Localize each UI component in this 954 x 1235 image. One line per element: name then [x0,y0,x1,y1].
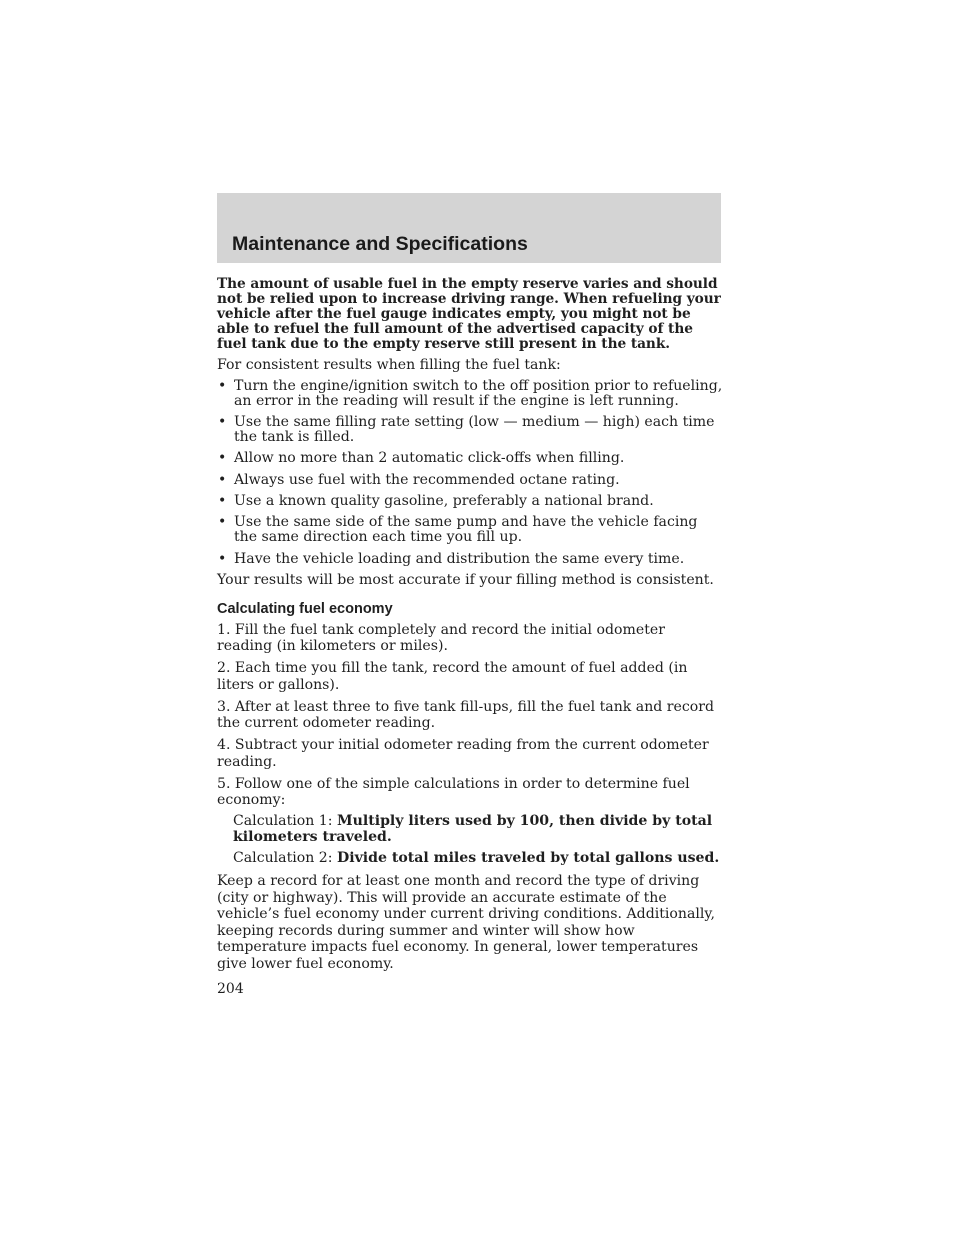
page-body [217,277,723,972]
filling-tips-list [217,379,723,567]
step-item: 2. Each time you fill the tank, record the amount of fuel added (in liters or gallons). [217,660,688,693]
fuel-reserve-warning: The amount of usable fuel in the empty reserve varies and should not be relied upon to increase driving range. When refueling your vehicle after the fuel gauge indicates empty, you might not be able to refuel the full amount of the advertised capacity of the fuel tank due to the empty reserve still present in the tank. [217,276,721,353]
bullet-icon: • [218,450,227,467]
section-title: Maintenance and Specifications [232,233,528,255]
bullet-icon: • [218,514,227,531]
list-item: • Use a known quality gasoline, preferably a national brand. [218,492,654,509]
list-item: • Use the same filling rate setting (low — medium — high) each time the tank is filled. [218,414,715,446]
calculating-fuel-economy-heading: Calculating fuel economy [217,600,393,617]
list-item: • Have the vehicle loading and distribution the same every time. [218,550,685,567]
calculation-formula: Multiply liters used by 100, then divide by total kilometers traveled. [233,813,713,845]
step-item: 1. Fill the fuel tank completely and record the initial odometer reading (in kilometers or miles). [217,621,665,655]
calculation-formula: Divide total miles traveled by total gallons used. [337,850,720,867]
step-item: 4. Subtract your initial odometer reading from the current odometer reading. [217,737,709,770]
bullet-icon: • [218,414,227,431]
calculation-label: Calculation 1: [233,813,333,830]
record-keeping-paragraph: Keep a record for at least one month and record the type of driving (city or highway). This will provide an accurate estimate of the vehicle’s fuel economy under current driving conditions. Additionally, keeping records during summer and winter will show how temperature impacts fuel economy. In general, lower temperatures give lower fuel economy. [217,872,715,972]
calculation-label: Calculation 2: [233,850,333,867]
calculation-2 [217,851,723,867]
bullet-icon: • [218,550,227,567]
step-item: 5. Follow one of the simple calculations in order to determine fuel economy: [217,775,690,809]
bullet-icon: • [218,377,227,394]
page-number: 204 [217,981,244,997]
bullet-icon: • [218,471,227,488]
list-item: • Turn the engine/ignition switch to the off position prior to refueling, an error in the reading will result if the engine is left running. [218,377,723,409]
list-item: • Allow no more than 2 automatic click-offs when filling. [218,450,625,467]
calculation-1 [217,814,723,845]
consistency-result: Your results will be most accurate if your filling method is consistent. [217,571,714,588]
bullet-icon: • [218,492,227,509]
step-item: 3. After at least three to five tank fill-ups, fill the fuel tank and record the current odometer reading. [217,698,714,732]
consistency-intro: For consistent results when filling the fuel tank: [217,357,561,374]
list-item: • Use the same side of the same pump and have the vehicle facing the same direction each time you fill up. [218,514,698,546]
list-item: • Always use fuel with the recommended octane rating. [218,471,620,488]
